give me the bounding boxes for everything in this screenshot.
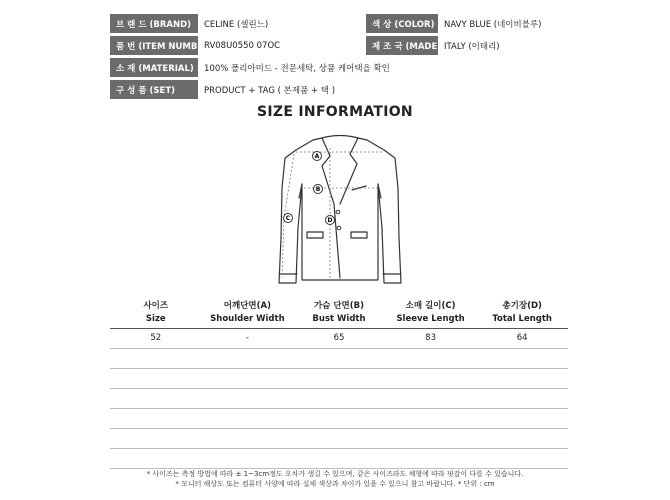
size-information-title: SIZE INFORMATION: [257, 104, 413, 120]
table-row-empty: [110, 389, 568, 409]
made-in-label: 제 조 국 (MADE IN): [366, 36, 438, 55]
material-value: 100% 폴리아미드 - 전문세탁, 상품 케어택을 확인: [204, 63, 390, 74]
table-row: [110, 329, 568, 349]
info-row-set: [110, 80, 570, 99]
header-shoulder: [202, 298, 294, 328]
marker-b: [314, 185, 323, 194]
item-number-label: 품 번 (ITEM NUMBER): [110, 36, 198, 55]
cell-bust: 65: [333, 333, 345, 343]
cell-sleeve: 83: [425, 333, 436, 343]
marker-a: [313, 152, 322, 161]
marker-d: [326, 216, 335, 225]
marker-c-label: C: [285, 215, 291, 223]
jacket-chest-pocket: [352, 186, 366, 190]
header-size-en: Size: [145, 314, 166, 324]
jacket-lapel-right: [340, 138, 367, 204]
cell-total: 64: [516, 333, 528, 343]
marker-a-label: A: [314, 153, 320, 161]
header-size: [110, 298, 202, 328]
header-sleeve-en: Sleeve Length: [396, 314, 465, 324]
jacket-pocket-right: [351, 232, 367, 238]
info-row-item: [110, 36, 570, 55]
header-bust-ko: 가슴 단면(B): [313, 301, 365, 311]
header-size-ko: 사이즈: [143, 301, 169, 311]
header-bust: [293, 298, 385, 328]
size-table-header: [110, 298, 568, 329]
header-bust-en: Bust Width: [312, 314, 366, 324]
table-row-empty: [110, 349, 568, 369]
marker-d-label: D: [327, 217, 333, 225]
info-row-material: [110, 58, 570, 77]
brand-value: CELINE (셀린느): [204, 19, 269, 30]
cell-size: 52: [150, 333, 162, 343]
made-in-value: ITALY (이태리): [444, 41, 500, 52]
cell-shoulder: -: [245, 333, 249, 343]
header-total-ko: 총기장(D): [502, 301, 542, 311]
header-sleeve: [385, 298, 477, 328]
header-shoulder-ko: 어깨단면(A): [223, 301, 271, 311]
material-label: 소 재 (MATERIAL): [110, 58, 198, 77]
table-row-empty: [110, 409, 568, 429]
jacket-button: [337, 226, 341, 230]
table-row-empty: [110, 369, 568, 389]
color-label: 색 상 (COLOR): [366, 14, 438, 33]
table-row-empty: [110, 429, 568, 449]
color-value: NAVY BLUE (네이비블루): [444, 19, 542, 30]
size-notes: [0, 469, 670, 489]
marker-c: [284, 214, 293, 223]
table-row-empty: [110, 449, 568, 469]
set-label: 구 성 품 (SET): [110, 80, 198, 99]
note-line-1: * 사이즈는 측정 방법에 따라 ± 1~3cm정도 오차가 생길 수 있으며, 같은 사이즈라도 체형에 따라 핏감이 다를 수 있습니다.: [146, 470, 524, 478]
header-total-en: Total Length: [492, 314, 552, 324]
product-info-table: [110, 14, 570, 102]
header-sleeve-ko: 소매 길이(C): [405, 301, 456, 311]
marker-b-label: B: [315, 186, 321, 194]
set-value: PRODUCT + TAG ( 본제품 + 택 ): [204, 85, 336, 96]
note-line-2: * 모니터 해상도 또는 컴퓨터 사양에 따라 실제 색상과 차이가 있을 수 있으니 참고 바랍니다. * 단위 : cm: [175, 480, 495, 488]
header-shoulder-en: Shoulder Width: [210, 314, 285, 324]
jacket-button: [336, 210, 340, 214]
jacket-diagram: [0, 128, 670, 288]
jacket-collar: [322, 136, 358, 139]
size-table: [110, 298, 568, 469]
info-row-brand: [110, 14, 570, 33]
jacket-pocket-left: [307, 232, 323, 238]
item-number-value: RV08U0550 07OC: [204, 40, 281, 51]
brand-label: 브 랜 드 (BRAND): [110, 14, 198, 33]
header-total: [476, 298, 568, 328]
